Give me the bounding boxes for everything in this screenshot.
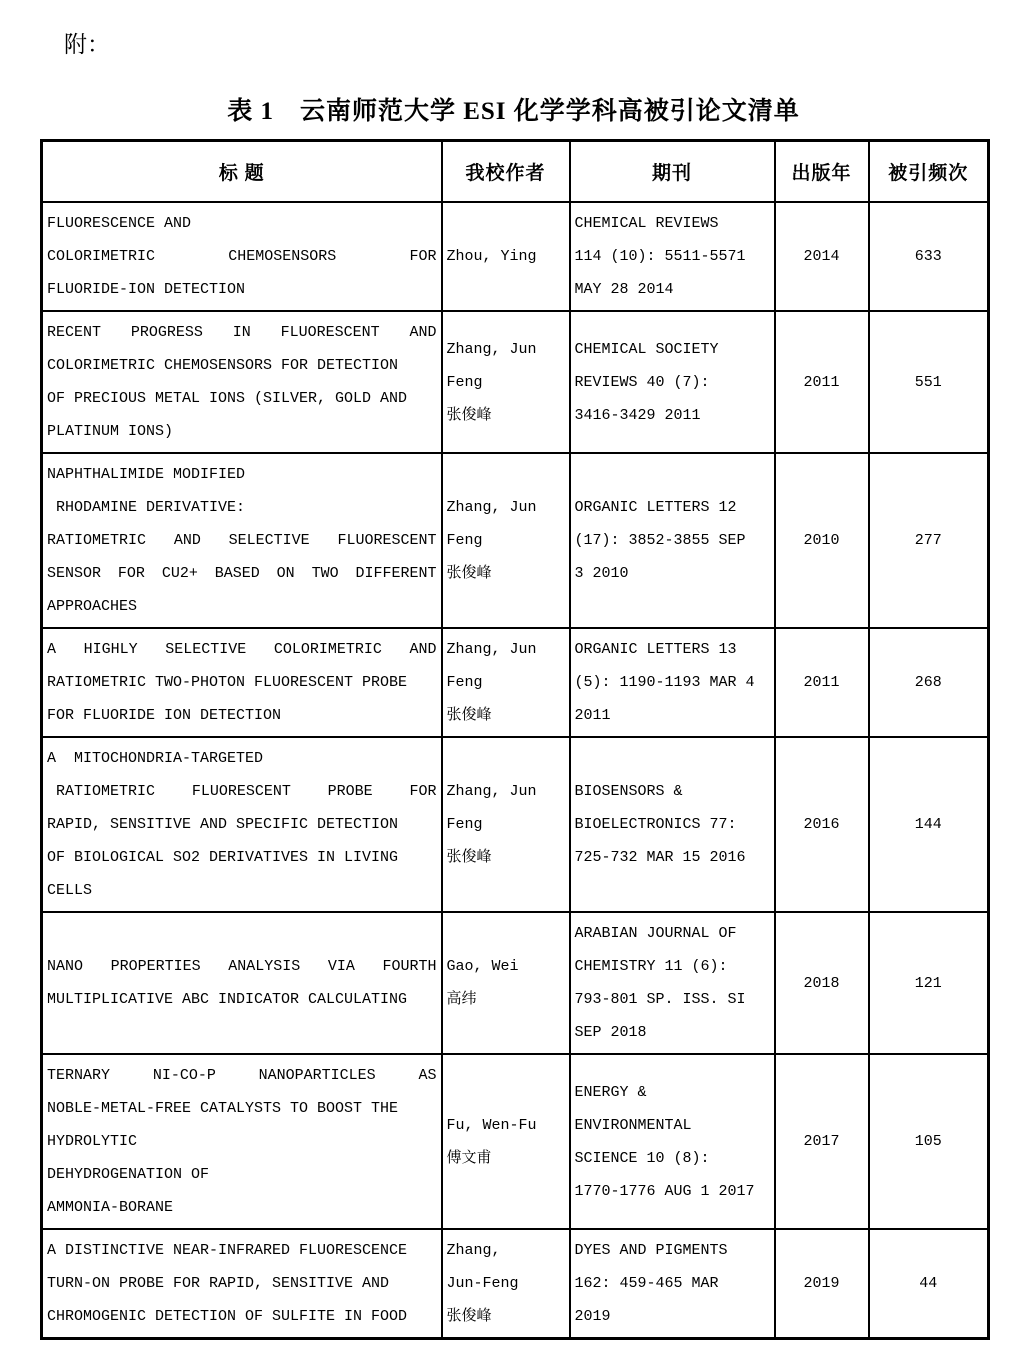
author-line: 张俊峰 [446, 565, 492, 582]
header-journal: 期刊 [570, 141, 775, 203]
citations-cell: 105 [869, 1054, 989, 1229]
journal-cell [570, 311, 775, 453]
author-line: Feng [446, 674, 483, 691]
header-title: 标 题 [42, 141, 442, 203]
journal-line: ENVIRONMENTAL [574, 1116, 692, 1134]
title-line: COLORIMETRIC CHEMOSENSORS FOR [47, 248, 437, 265]
journal-line: SCIENCE 10 (8): [574, 1149, 710, 1167]
author-line: Feng [446, 373, 483, 391]
author-line: Zhang, [446, 1242, 501, 1259]
author-line: 张俊峰 [446, 1308, 492, 1325]
title-line: HYDROLYTIC [47, 1133, 138, 1150]
table-row [42, 1054, 989, 1229]
author-line: Feng [446, 816, 483, 833]
authors-cell [442, 1229, 570, 1339]
title-line: DEHYDROGENATION OF [47, 1166, 210, 1183]
citations-cell: 44 [869, 1229, 989, 1339]
author-line: 高纬 [446, 991, 477, 1008]
year-cell: 2018 [775, 912, 869, 1054]
author-line: 张俊峰 [446, 849, 492, 866]
attachment-label: 附： [64, 32, 110, 57]
journal-line: CHEMICAL SOCIETY [574, 340, 719, 358]
journal-cell [570, 1229, 775, 1339]
title-line: RECENT PROGRESS IN FLUORESCENT AND [47, 324, 437, 341]
journal-line: ENERGY & [574, 1083, 647, 1101]
title-line: OF PRECIOUS METAL IONS (SILVER, GOLD AND [47, 390, 408, 407]
author-line: 张俊峰 [446, 406, 492, 424]
year-cell: 2011 [775, 311, 869, 453]
title-line: RATIOMETRIC TWO-PHOTON FLUORESCENT PROBE [47, 674, 408, 691]
journal-line: 725-732 MAR 15 2016 [574, 849, 746, 866]
journal-line: 162: 459-465 MAR [574, 1275, 719, 1292]
author-line: Zhang, Jun [446, 641, 537, 658]
citations-cell: 277 [869, 453, 989, 628]
journal-line: REVIEWS 40 (7): [574, 373, 710, 391]
journal-cell [570, 628, 775, 737]
journal-line: 2019 [574, 1308, 611, 1325]
journal-line: 793-801 SP. ISS. SI [574, 991, 746, 1008]
title-line: RHODAMINE DERIVATIVE: [56, 499, 246, 516]
year-cell: 2011 [775, 628, 869, 737]
title-cell [42, 453, 442, 628]
author-line: Zhang, Jun [446, 340, 537, 358]
journal-line: ARABIAN JOURNAL OF [574, 925, 737, 942]
year-cell: 2010 [775, 453, 869, 628]
authors-cell [442, 912, 570, 1054]
author-line: Zhang, Jun [446, 499, 537, 516]
title-line: NAPHTHALIMIDE MODIFIED [47, 466, 246, 483]
title-cell [42, 1054, 442, 1229]
title-cell [42, 311, 442, 453]
journal-line: DYES AND PIGMENTS [574, 1242, 728, 1259]
title-cell [42, 202, 442, 311]
title-line: CELLS [47, 882, 93, 899]
header-row [42, 141, 989, 203]
citations-cell: 121 [869, 912, 989, 1054]
journal-line: 2011 [574, 707, 611, 724]
title-line: PLATINUM IONS) [47, 423, 174, 440]
journal-line: 3 2010 [574, 565, 629, 582]
table-row [42, 912, 989, 1054]
citations-cell: 268 [869, 628, 989, 737]
citations-cell: 633 [869, 202, 989, 311]
header-authors: 我校作者 [442, 141, 570, 203]
journal-cell [570, 912, 775, 1054]
table-row [42, 628, 989, 737]
author-line: Feng [446, 532, 483, 549]
title-line: NANO PROPERTIES ANALYSIS VIA FOURTH [47, 958, 437, 975]
title-line: A MITOCHONDRIA-TARGETED [47, 750, 264, 767]
author-line: 张俊峰 [446, 707, 492, 724]
journal-cell [570, 737, 775, 912]
title-cell [42, 912, 442, 1054]
authors-cell [442, 453, 570, 628]
authors-cell [442, 311, 570, 453]
title-line: APPROACHES [47, 598, 138, 615]
journal-line: CHEMICAL REVIEWS [574, 215, 719, 232]
title-cell [42, 737, 442, 912]
journal-line: (17): 3852-3855 SEP [574, 532, 746, 549]
title-line: COLORIMETRIC CHEMOSENSORS FOR DETECTION [47, 357, 399, 374]
title-line: SENSOR FOR CU2+ BASED ON TWO DIFFERENT [47, 565, 437, 582]
table-row [42, 453, 989, 628]
journal-line: MAY 28 2014 [574, 281, 674, 298]
title-line: A DISTINCTIVE NEAR-INFRARED FLUORESCENCE [47, 1242, 408, 1259]
title-line: RAPID, SENSITIVE AND SPECIFIC DETECTION [47, 816, 399, 833]
author-line: Fu, Wen-Fu [446, 1116, 537, 1134]
title-line: AMMONIA-BORANE [47, 1199, 174, 1216]
author-line: Jun-Feng [446, 1275, 519, 1292]
title-cell [42, 1229, 442, 1339]
journal-line: ORGANIC LETTERS 13 [574, 641, 737, 658]
journal-line: 3416-3429 2011 [574, 406, 701, 424]
journal-line: ORGANIC LETTERS 12 [574, 499, 737, 516]
table-row [42, 1229, 989, 1339]
table-row [42, 311, 989, 453]
title-line: RATIOMETRIC AND SELECTIVE FLUORESCENT [47, 532, 437, 549]
title-cell [42, 628, 442, 737]
author-line: Zhang, Jun [446, 783, 537, 800]
year-cell: 2014 [775, 202, 869, 311]
title-line: OF BIOLOGICAL SO2 DERIVATIVES IN LIVING [47, 849, 399, 866]
title-line: MULTIPLICATIVE ABC INDICATOR CALCULATING [47, 991, 408, 1008]
journal-line: (5): 1190-1193 MAR 4 [574, 674, 755, 691]
citations-cell: 144 [869, 737, 989, 912]
title-line: A HIGHLY SELECTIVE COLORIMETRIC AND [47, 641, 437, 658]
author-line: Zhou, Ying [446, 248, 537, 265]
authors-cell [442, 628, 570, 737]
title-line: NOBLE-METAL-FREE CATALYSTS TO BOOST THE [47, 1100, 399, 1117]
journal-line: CHEMISTRY 11 (6): [574, 958, 728, 975]
journal-line: SEP 2018 [574, 1024, 647, 1041]
journal-cell [570, 202, 775, 311]
authors-cell [442, 1054, 570, 1229]
authors-cell [442, 202, 570, 311]
title-line: TURN-ON PROBE FOR RAPID, SENSITIVE AND [47, 1275, 390, 1292]
title-line: FLUORESCENCE AND [47, 215, 192, 232]
title-line: RATIOMETRIC FLUORESCENT PROBE FOR [56, 783, 437, 800]
author-line: Gao, Wei [446, 958, 519, 975]
citations-cell: 551 [869, 311, 989, 453]
page-title: 表 1 云南师范大学 ESI 化学学科高被引论文清单 [227, 98, 800, 125]
year-cell: 2016 [775, 737, 869, 912]
authors-cell [442, 737, 570, 912]
year-cell: 2019 [775, 1229, 869, 1339]
journal-line: 1770-1776 AUG 1 2017 [574, 1182, 755, 1200]
title-line: FLUORIDE-ION DETECTION [47, 281, 246, 298]
title-line: FOR FLUORIDE ION DETECTION [47, 707, 282, 724]
title-line: TERNARY NI-CO-P NANOPARTICLES AS [47, 1067, 437, 1084]
header-citations: 被引频次 [869, 141, 989, 203]
journal-cell [570, 453, 775, 628]
table-row [42, 737, 989, 912]
journal-line: BIOELECTRONICS 77: [574, 816, 737, 833]
author-line: 傅文甫 [446, 1149, 492, 1167]
title-line: CHROMOGENIC DETECTION OF SULFITE IN FOOD [47, 1308, 408, 1325]
year-cell: 2017 [775, 1054, 869, 1229]
header-year: 出版年 [775, 141, 869, 203]
papers-table [40, 139, 990, 1340]
journal-line: BIOSENSORS & [574, 783, 683, 800]
journal-line: 114 (10): 5511-5571 [574, 248, 746, 265]
journal-cell [570, 1054, 775, 1229]
table-row [42, 202, 989, 311]
